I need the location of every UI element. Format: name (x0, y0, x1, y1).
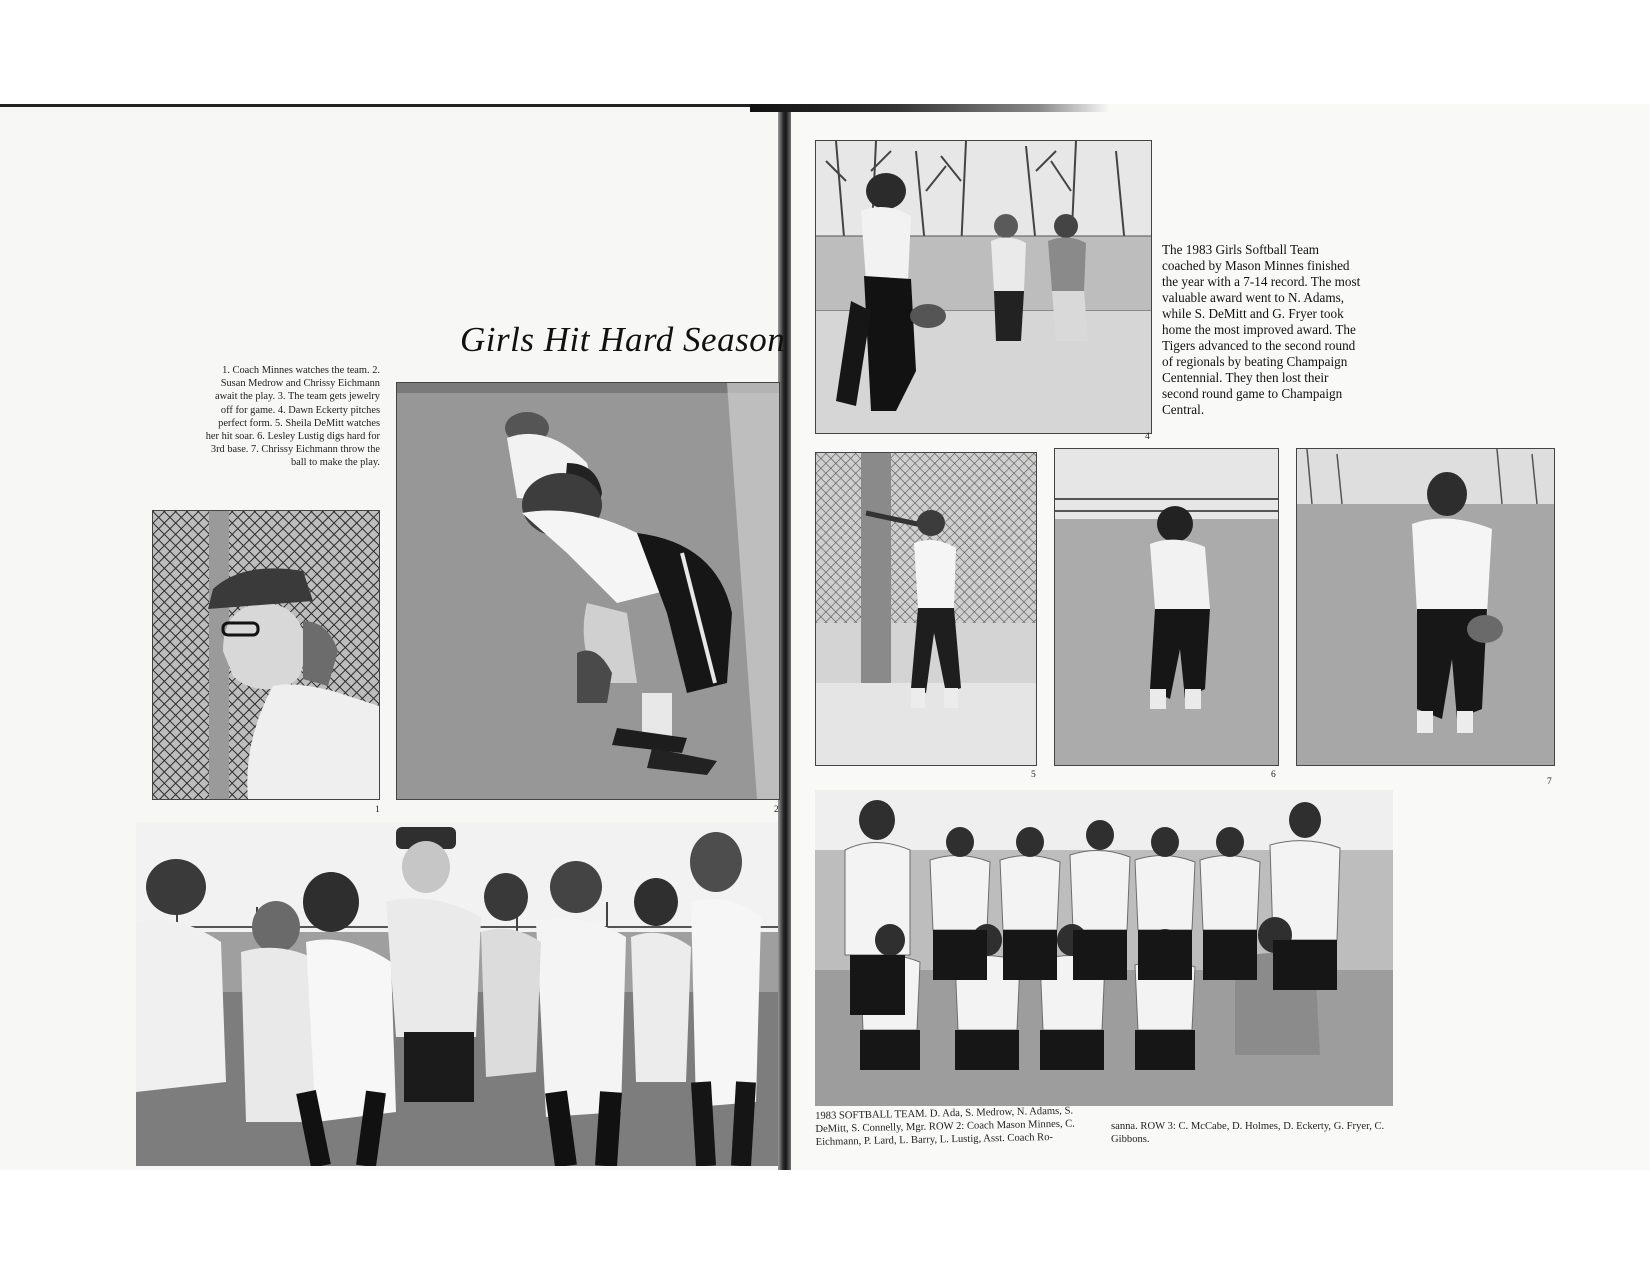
photo-runner (1054, 448, 1279, 766)
photo-coach-at-fence (152, 510, 380, 800)
photo-number-5: 5 (1031, 770, 1036, 780)
photo-pitcher (815, 140, 1152, 434)
story-text: The 1983 Girls Softball Team coached by Mason Minnes finished the year with a 7-14 record. The most valuable award went to N. Adams, while S. DeMitt and G. Fryer took home the most improved award. The Tigers advanced to the second round of regionals by beating Champaign Centennial. They then lost their second round game to Champaign Central. (1162, 242, 1361, 417)
photo-team-huddle (136, 822, 778, 1166)
photo-number-7: 7 (1547, 777, 1552, 787)
team-caption-right: sanna. ROW 3: C. McCabe, D. Holmes, D. Eckerty, G. Fryer, C. Gibbons. (1111, 1121, 1385, 1145)
photo-number-6: 6 (1271, 770, 1276, 780)
photo-number-1: 1 (375, 805, 380, 815)
photo-number-4: 4 (1145, 432, 1150, 442)
photo-number-2: 2 (774, 805, 779, 815)
photo-captions: 1. Coach Minnes watches the team. 2. Susan Medrow and Chrissy Eichmann await the play. 3. The team gets jewelry off for game. 4. Dawn Eckerty pitches perfect form. 5. Sheila DeMitt watches her hit soar. 6. Lesley Lustig digs hard for 3rd base. 7. Chrissy Eichmann throw the ball to make the play. (205, 365, 380, 469)
photo-fielder-throwing (1296, 448, 1555, 766)
gutter-shadow (750, 104, 1110, 112)
page-title: Girls Hit Hard Season (460, 320, 786, 359)
photo-fielders-crouching (396, 382, 780, 800)
page-top-edge (0, 104, 760, 107)
team-caption-left: 1983 SOFTBALL TEAM. D. Ada, S. Medrow, N. Adams, S. DeMitt, S. Connelly, Mgr. ROW 2: Coach Mason Minnes, C. Eichmann, P. Lard, L. Barry, L. Lustig, Asst. Coach Ro- (815, 1105, 1076, 1148)
photo-batter (815, 452, 1037, 766)
photo-team-portrait (815, 790, 1393, 1106)
